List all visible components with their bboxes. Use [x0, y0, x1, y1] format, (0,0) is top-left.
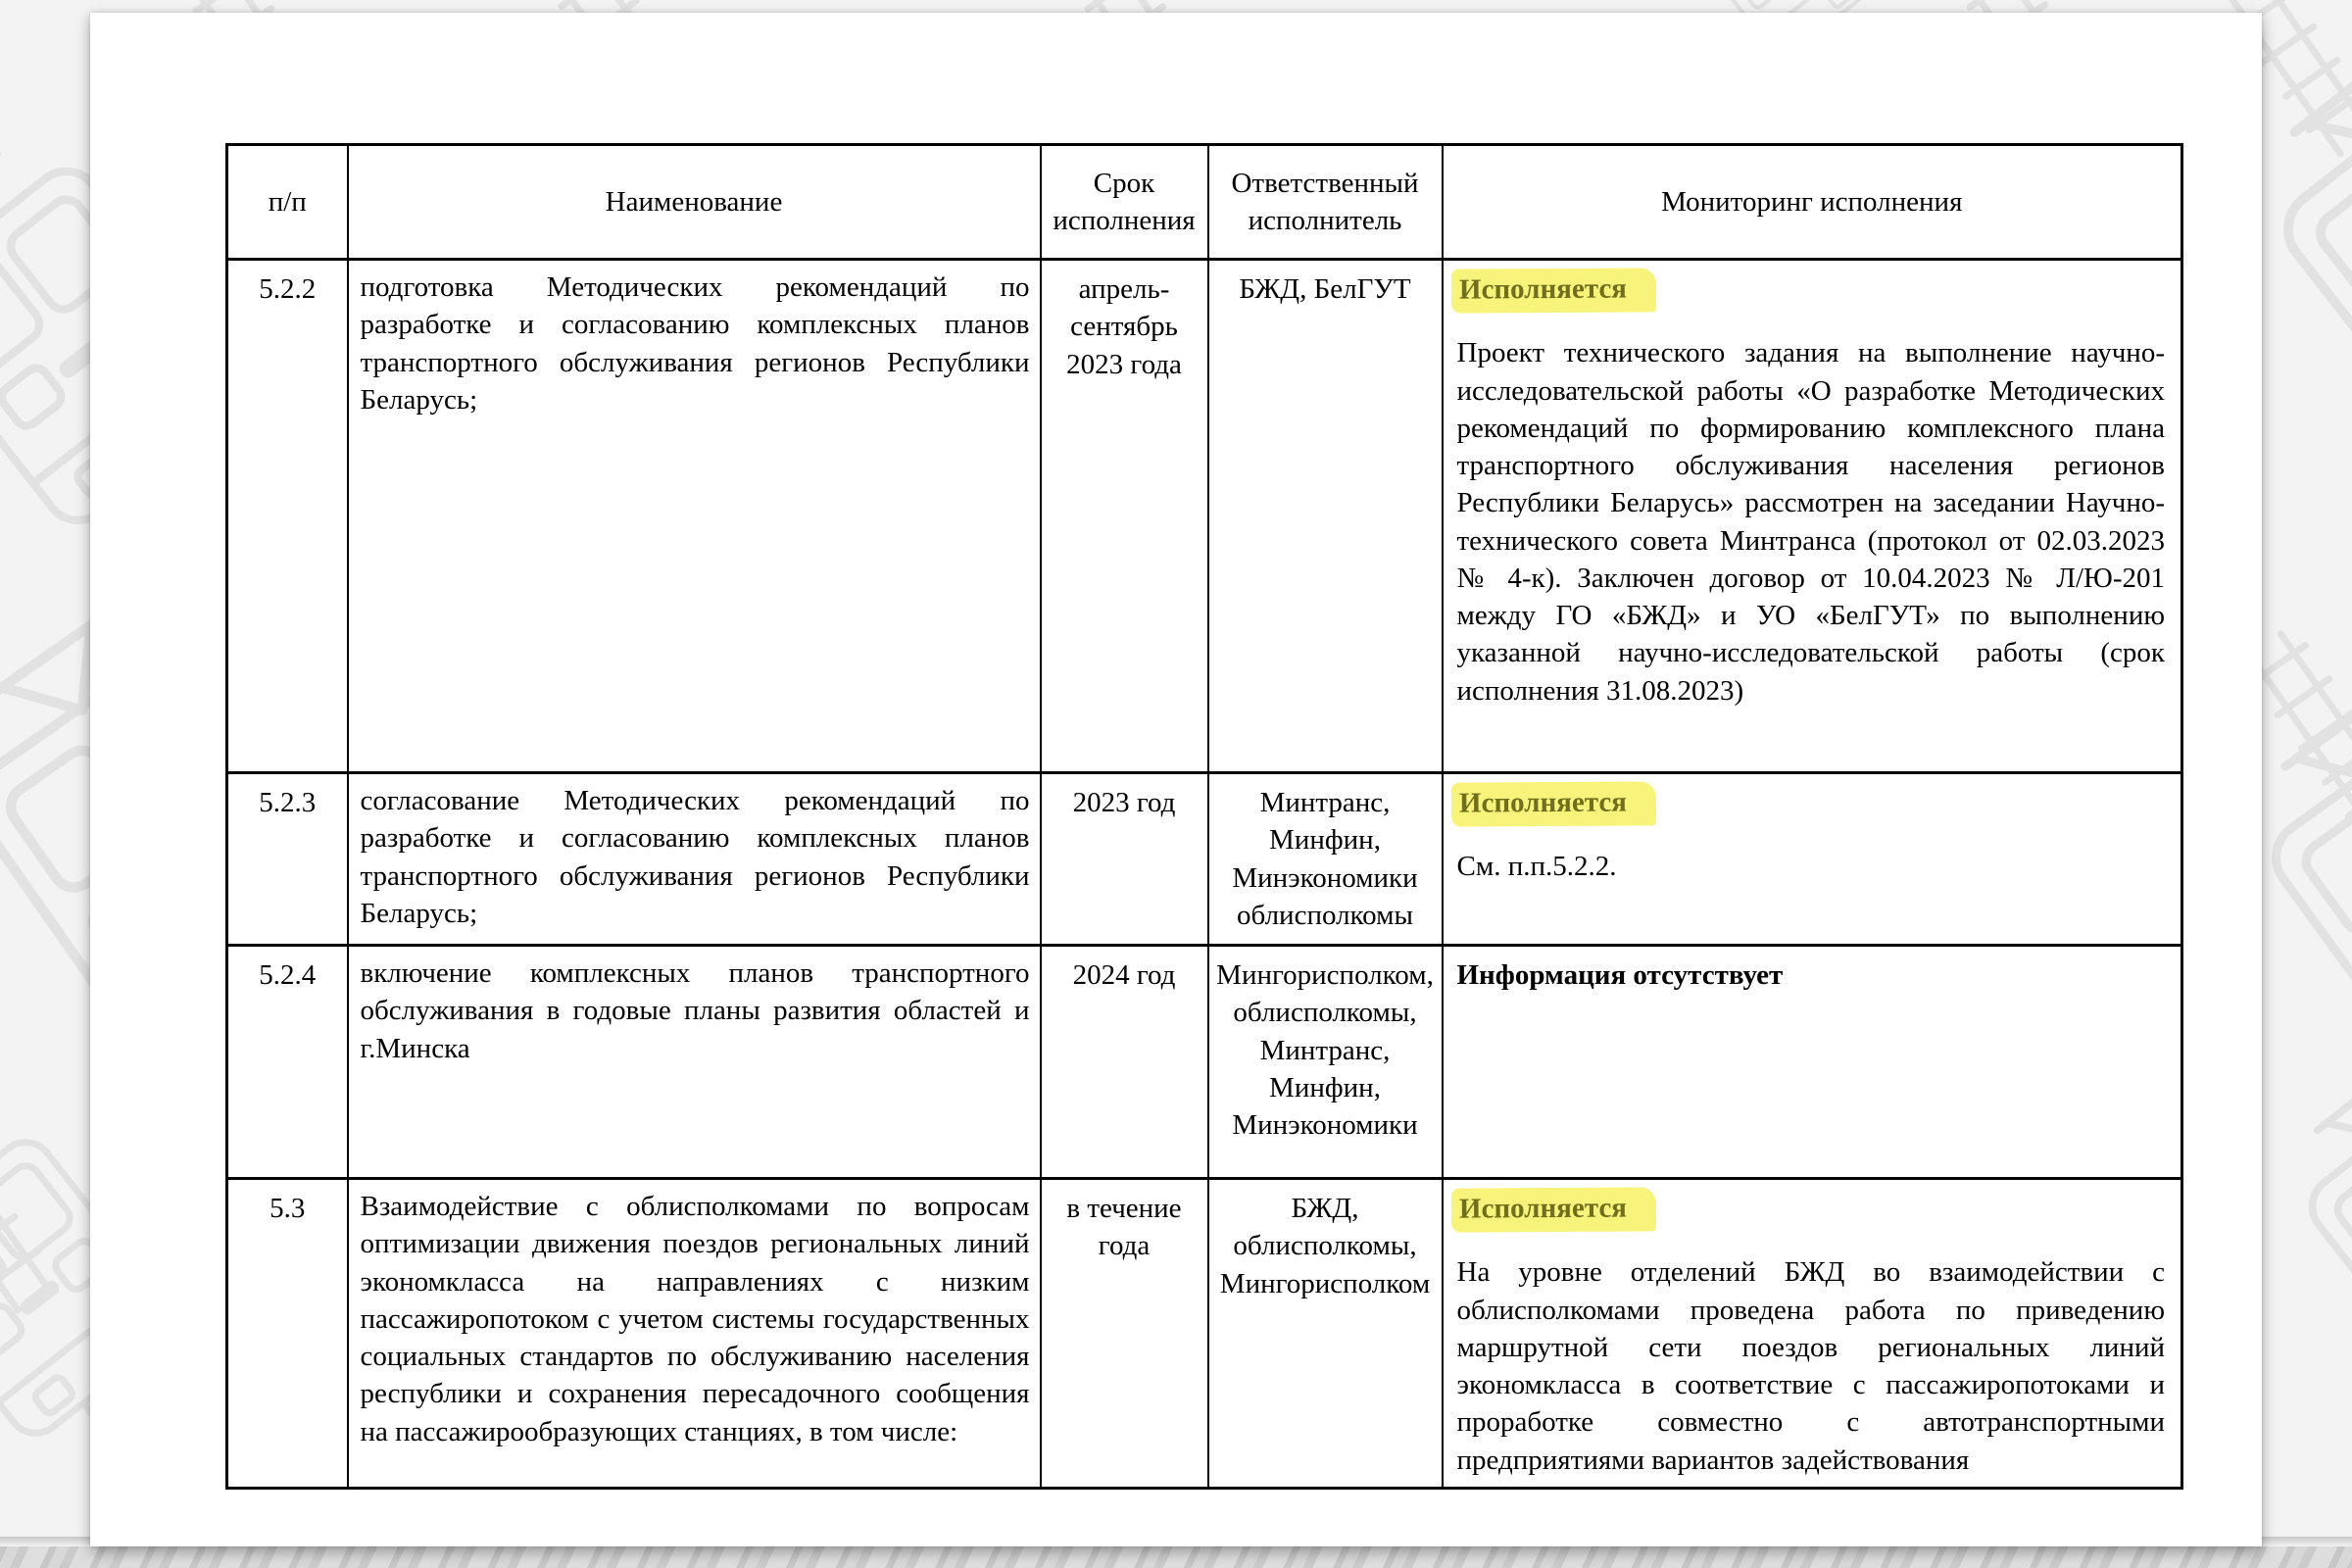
row-number: 5.2.3: [227, 773, 348, 946]
train-watermark-icon: [2273, 1035, 2352, 1435]
task-term: 2024 год: [1041, 946, 1208, 1179]
header-term: Срок исполнения: [1041, 145, 1208, 260]
task-executor: БЖД, облисполкомы, Мингорисполком: [1208, 1179, 1443, 1489]
task-term: в течение года: [1041, 1179, 1208, 1489]
header-row: [227, 145, 2182, 260]
table-row: [227, 946, 2182, 1179]
monitoring-details: На уровне отделений БЖД во взаимодействии с облисполкомами проведена работа по приведению маршрутной сети поездов региональных линий экономкласса в соответствие с пассажиропотоками и проработке совместно с автотранспортными предприятиями вариантов задействования: [1456, 1256, 2165, 1476]
status-badge: Информация отсутствует: [1456, 959, 1784, 992]
table-row: [227, 1179, 2182, 1489]
task-executor: Минтранс, Минфин, Минэкономики облисполкомы: [1208, 773, 1443, 946]
task-name: подготовка Методических рекомендаций по разработке и согласованию комплексных планов транспортного обслуживания регионов Республики Беларусь;: [348, 260, 1041, 773]
task-name: включение комплексных планов транспортного обслуживания в годовые планы развития областей и г.Минска: [348, 946, 1041, 1179]
row-number: 5.2.4: [227, 946, 348, 1179]
task-monitoring: [1443, 773, 2182, 946]
task-monitoring: [1443, 946, 2182, 1179]
task-executor: БЖД, БелГУТ: [1208, 260, 1443, 773]
pattern-border-band: [0, 1546, 2352, 1568]
task-term: 2023 год: [1041, 773, 1208, 946]
header-name: Наименование: [348, 145, 1041, 260]
table-row: [227, 260, 2182, 773]
table-row: [227, 773, 2182, 946]
task-name: Взаимодействие с облисполкомами по вопросам оптимизации движения поездов региональных линий экономкласса на направлениях с низким пассажиропотоком с учетом системы государственных социальных стандартов по обслуживанию населения республики и сохранения пересадочного сообщения на пассажирообразующих станциях, в том числе:: [348, 1179, 1041, 1489]
monitoring-table: [225, 143, 2183, 1490]
row-number: 5.3: [227, 1179, 348, 1489]
header-monitoring: Мониторинг исполнения: [1443, 145, 2182, 260]
task-name: согласование Методических рекомендаций по разработке и согласованию комплексных планов транспортного обслуживания регионов Республики Беларусь;: [348, 773, 1041, 946]
task-monitoring: [1443, 1179, 2182, 1489]
monitoring-details: Проект технического задания на выполнение научно-исследовательской работы «О разработке Методических рекомендаций по формированию комплексного плана транспортного обслуживания населения регионов Республики Беларусь» рассмотрен на заседании Научно-технического совета Минтранса (протокол от 02.03.2023 № 4-к). Заключен договор от 10.04.2023 № Л/Ю-201 между ГО «БЖД» и УО «БелГУТ» по выполнению указанной научно-исследовательской работы (срок исполнения 31.08.2023): [1456, 337, 2165, 707]
monitoring-details: См. п.п.5.2.2.: [1456, 851, 1617, 883]
task-term: апрель-сентябрь 2023 года: [1041, 260, 1208, 773]
status-badge: Исполняется: [1450, 268, 1655, 314]
status-badge: Исполняется: [1450, 1187, 1655, 1233]
document-page: [90, 13, 2262, 1546]
row-number: 5.2.2: [227, 260, 348, 773]
task-executor: Мингорисполком, облисполкомы, Минтранс, Минфин, Минэкономики: [1208, 946, 1443, 1179]
task-monitoring: [1443, 260, 2182, 773]
header-num: п/п: [227, 145, 348, 260]
header-executor: Ответственный исполнитель: [1208, 145, 1443, 260]
status-badge: Исполняется: [1450, 781, 1655, 827]
